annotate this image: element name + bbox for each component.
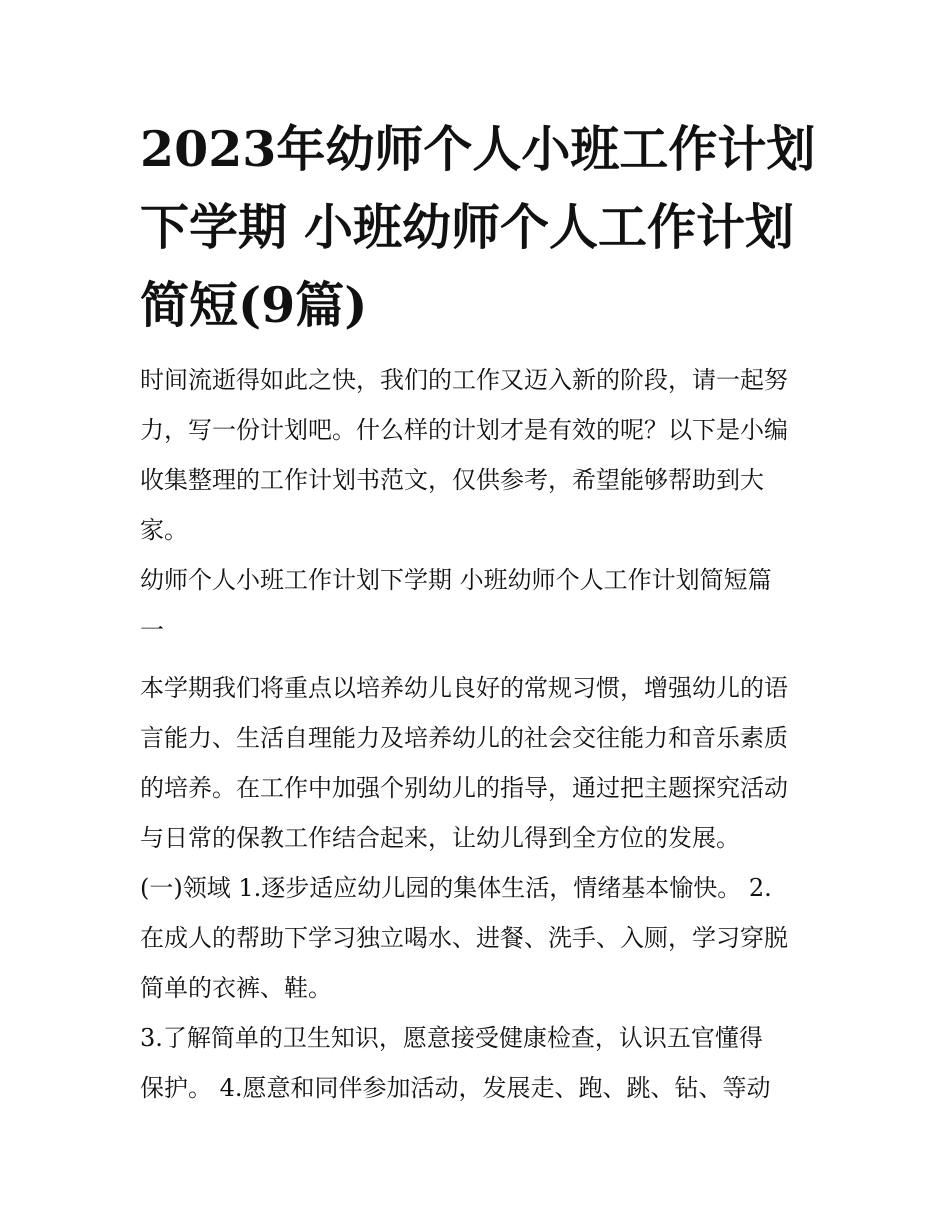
text-line: 时间流逝得如此之快，我们的工作又迈入新的阶段，请一起努 xyxy=(140,366,788,394)
title-line: 下学期 小班幼师个人工作计划 xyxy=(140,198,795,256)
text-line: 幼师个人小班工作计划下学期 小班幼师个人工作计划简短篇 xyxy=(140,566,772,594)
text-line: 与日常的保教工作结合起来，让幼儿得到全方位的发展。 xyxy=(140,824,740,852)
text-line: 3.了解简单的卫生知识，愿意接受健康检查，认识五官懂得 xyxy=(140,1024,763,1052)
text-line: 言能力、生活自理能力及培养幼儿的社会交往能力和音乐素质 xyxy=(140,724,788,752)
text-line: 简单的衣裤、鞋。 xyxy=(140,974,332,1002)
body-paragraph-3 xyxy=(140,1013,830,1113)
text-line: 在成人的帮助下学习独立喝水、进餐、洗手、入厕，学习穿脱 xyxy=(140,924,788,952)
text-line: (一)领域 1.逐步适应幼儿园的集体生活，情绪基本愉快。 2. xyxy=(140,874,772,902)
text-line: 力，写一份计划吧。什么样的计划才是有效的呢？以下是小编 xyxy=(140,416,788,444)
text-line: 保护。 4.愿意和同伴参加活动，发展走、跑、跳、钻、等动 xyxy=(140,1074,771,1102)
section-heading xyxy=(140,555,830,655)
text-line: 家。 xyxy=(140,516,188,544)
body-paragraph-2 xyxy=(140,863,830,1013)
body-paragraph-1 xyxy=(140,663,830,863)
title-line: 简短(9篇) xyxy=(140,276,368,334)
title-line: 2023年幼师个人小班工作计划 xyxy=(140,120,816,178)
document-body xyxy=(140,355,830,1113)
intro-paragraph xyxy=(140,355,830,555)
document-title xyxy=(140,110,830,344)
text-line: 一 xyxy=(140,616,164,644)
text-line: 本学期我们将重点以培养幼儿良好的常规习惯，增强幼儿的语 xyxy=(140,674,788,702)
text-line: 收集整理的工作计划书范文，仅供参考，希望能够帮助到大 xyxy=(140,466,764,494)
text-line: 的培养。在工作中加强个别幼儿的指导，通过把主题探究活动 xyxy=(140,774,788,802)
